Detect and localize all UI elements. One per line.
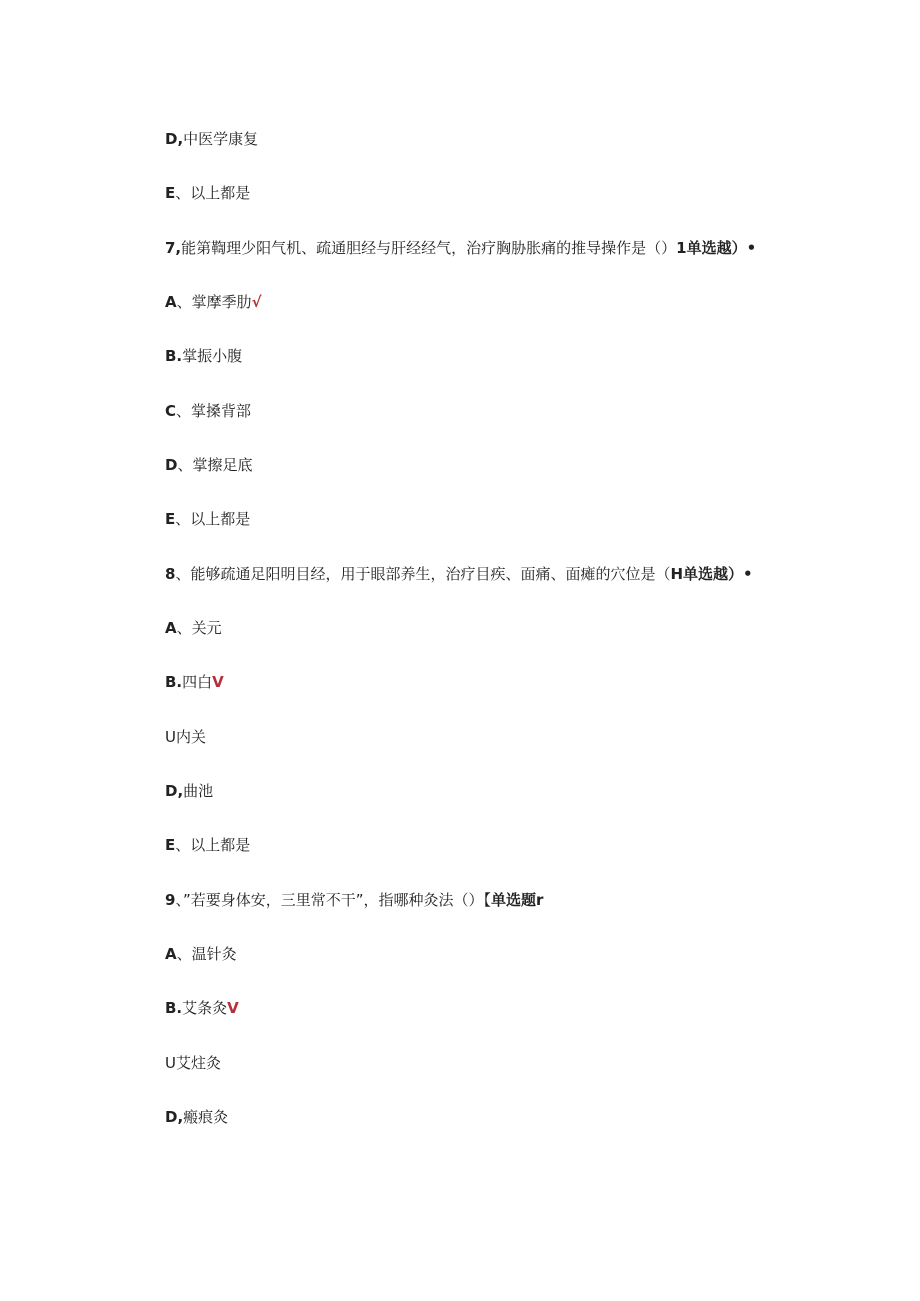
- option-line: B.四白V: [165, 673, 224, 691]
- option-line: U内关: [165, 728, 206, 746]
- question-line: 7,能第鞫理少阳气机、疏通胆经与肝经经气，治疗胸胁胀痛的推导操作是（）1单选越）•: [165, 239, 757, 257]
- option-line: B.艾条灸V: [165, 999, 239, 1017]
- option-line: D,曲池: [165, 782, 214, 800]
- option-line: E、以上都是: [165, 184, 251, 202]
- option-line: A、温针灸: [165, 945, 237, 963]
- option-line: D、掌擦足底: [165, 456, 253, 474]
- option-line: E、以上都是: [165, 510, 251, 528]
- option-line: A、掌摩季肋√: [165, 293, 262, 311]
- question-line: 9、”若要身体安，三里常不干”，指哪种灸法（）【单选题r: [165, 891, 544, 909]
- option-line: D,中医学康复: [165, 130, 259, 148]
- option-line: D,瘢痕灸: [165, 1108, 229, 1126]
- correct-mark: V: [212, 673, 224, 691]
- option-line: C、掌搡背部: [165, 402, 252, 420]
- option-line: A、关元: [165, 619, 222, 637]
- correct-mark: √: [251, 293, 262, 311]
- option-line: B.掌振小腹: [165, 347, 243, 365]
- question-line: 8、能够疏通足阳明目经，用于眼部养生，治疗目疾、面痛、面瘫的穴位是（H单选越）•: [165, 565, 753, 583]
- option-line: E、以上都是: [165, 836, 251, 854]
- option-line: U艾炷灸: [165, 1054, 221, 1072]
- correct-mark: V: [227, 999, 239, 1017]
